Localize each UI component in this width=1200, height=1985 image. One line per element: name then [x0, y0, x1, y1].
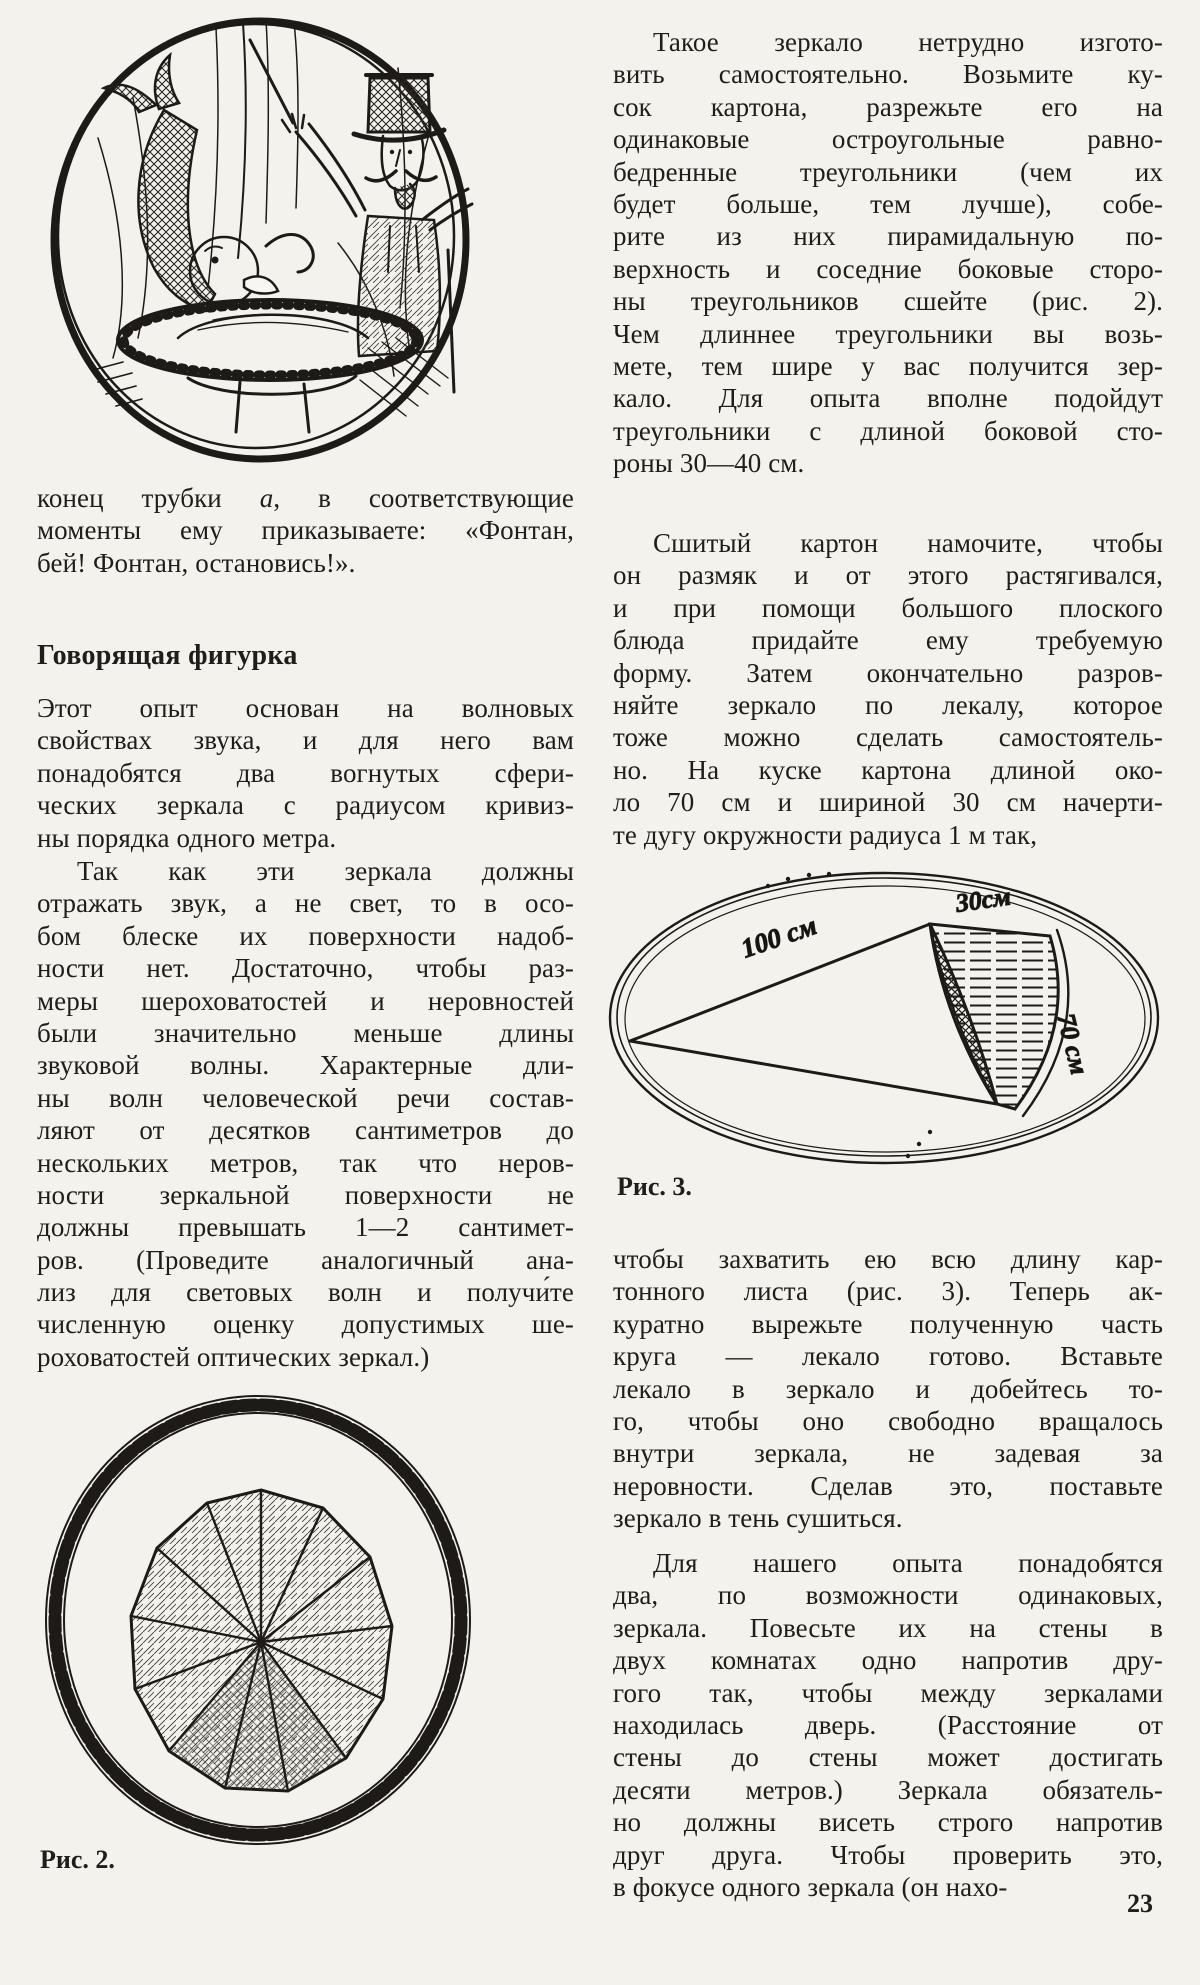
- text-line: но. На куске картона длиной око-: [613, 754, 1163, 785]
- text-line: и при помощи большого плоского: [613, 592, 1163, 623]
- text-line: свойствах звука, и для него вам: [37, 725, 574, 756]
- text-line: будет больше, тем лучше), собе-: [613, 188, 1163, 219]
- text-line: тонного листа (рис. 3). Теперь ак-: [613, 1276, 1163, 1307]
- text-line: но должны висеть строго напротив: [613, 1807, 1163, 1838]
- text-line: неровности. Сделав это, поставьте: [613, 1470, 1163, 1501]
- left-caption-continuation-paragraph: [37, 482, 574, 579]
- text-line: одинаковые остроугольные равно-: [613, 124, 1163, 155]
- text-line: гого так, чтобы между зеркалами: [613, 1677, 1163, 1708]
- text-line: мете, тем шире у вас получится зер-: [613, 350, 1163, 381]
- figure-3-label-30cm: 30см: [953, 881, 1013, 918]
- right-paragraph-1: [613, 26, 1163, 479]
- text-line: зеркала. Повесьте их на стены в: [613, 1612, 1163, 1643]
- text-line: лиз для световых волн и получи́те: [37, 1277, 574, 1308]
- figure-2-pyramidal-mirror: [33, 1390, 483, 1850]
- text-line: численную оценку допустимых ше-: [37, 1309, 574, 1340]
- text-line: внутри зеркала, не задевая за: [613, 1438, 1163, 1469]
- text-line: бедренные треугольники (чем их: [613, 156, 1163, 187]
- page-number: 23: [1127, 1889, 1153, 1918]
- text-line: лекало в зеркало и добейтесь то-: [613, 1373, 1163, 1404]
- text-line: чтобы захватить ею всю длину кар-: [613, 1244, 1163, 1274]
- text-line: Чем длиннее треугольники вы возь-: [613, 318, 1163, 349]
- figure-3-caption: Рис. 3.: [617, 1172, 692, 1201]
- text-line: ло 70 см и шириной 30 см начерти-: [613, 787, 1163, 818]
- right-paragraph-2: [613, 527, 1163, 851]
- tube-label-letter: а: [259, 483, 274, 513]
- text-line: друг друга. Чтобы проверить это,: [613, 1839, 1163, 1870]
- text-line: нескольких метров, так что неров-: [37, 1147, 574, 1178]
- text-line: Для нашего опыта понадобятся: [653, 1548, 1163, 1578]
- text-line: десяти метров.) Зеркала обязатель-: [613, 1774, 1163, 1805]
- caption-text-post: , в соответствующие: [273, 483, 574, 513]
- text-line: Так как эти зеркала должны: [77, 856, 574, 886]
- text-line: ности зеркальной поверхности не: [37, 1179, 574, 1210]
- text-line: няйте зеркало по лекалу, которое: [613, 689, 1163, 720]
- text-line: форму. Затем окончательно разров-: [613, 657, 1163, 688]
- text-line: те дугу окружности радиуса 1 м так,: [613, 819, 1038, 850]
- text-line: понадобятся два вогнутых сфери-: [37, 757, 574, 788]
- text-line: вить самостоятельно. Возьмите ку-: [613, 59, 1163, 90]
- text-line: роны 30—40 см.: [613, 448, 805, 479]
- text-line: звуковой волны. Характерные дли-: [37, 1050, 574, 1081]
- section-heading: Говорящая фигурка: [37, 640, 298, 671]
- text-line: отражать звук, а не свет, то в осо-: [37, 888, 574, 919]
- right-paragraph-4: [613, 1547, 1163, 1903]
- text-line: рите из них пирамидальную по-: [613, 221, 1163, 252]
- text-line: роховатостей оптических зеркал.): [37, 1341, 430, 1372]
- text-line: го, чтобы оно свободно вращалось: [613, 1405, 1163, 1436]
- text-line: ны треугольников сшейте (рис. 2).: [613, 286, 1163, 317]
- text-line: бей! Фонтан, остановись!».: [37, 547, 356, 578]
- text-line: тоже можно сделать самостоятель-: [613, 722, 1163, 753]
- text-line: ческих зеркала с радиусом кривиз-: [37, 790, 574, 821]
- text-line: треугольники с длиной боковой сто-: [613, 415, 1163, 446]
- text-line: кало. Для опыта вполне подойдут: [613, 383, 1163, 414]
- text-line: ности нет. Достаточно, чтобы раз-: [37, 953, 574, 984]
- text-line: зеркало в тень сушиться.: [613, 1503, 903, 1534]
- text-line: верхность и соседние боковые сторо-: [613, 253, 1163, 284]
- illustration-magician-and-seal: [38, 8, 483, 473]
- text-line: Этот опыт основан на волновых: [37, 693, 574, 723]
- left-paragraph-2: [37, 855, 574, 1373]
- caption-text-pre: конец трубки: [37, 483, 260, 513]
- text-line: блюда придайте ему требуемую: [613, 625, 1163, 656]
- text-line: [37, 482, 574, 514]
- figure-3-label-100cm: 100 см: [737, 909, 821, 964]
- text-line: Сшитый картон намочите, чтобы: [653, 528, 1163, 558]
- text-line: бом блеске их поверхности надоб-: [37, 920, 574, 951]
- text-line: моменты ему приказываете: «Фонтан,: [37, 515, 574, 546]
- figure-3-label-70cm: 70 см: [1051, 1010, 1095, 1078]
- text-line: куратно вырежьте полученную часть: [613, 1308, 1163, 1339]
- text-line: находилась дверь. (Расстояние от: [613, 1709, 1163, 1740]
- text-line: ны порядка одного метра.: [37, 822, 337, 853]
- text-line: круга — лекало готово. Вставьте: [613, 1341, 1163, 1372]
- text-line: он размяк и от этого растягивался,: [613, 560, 1163, 591]
- figure-2-caption: Рис. 2.: [40, 1845, 115, 1874]
- text-line: ров. (Проведите аналогичный ана-: [37, 1244, 574, 1275]
- text-line: ны волн человеческой речи состав-: [37, 1082, 574, 1113]
- right-paragraph-3: [613, 1243, 1163, 1535]
- text-line: сок картона, разрежьте его на: [613, 91, 1163, 122]
- text-line: ляют от десятков сантиметров до: [37, 1115, 574, 1146]
- text-line: были значительно меньше длины: [37, 1017, 574, 1048]
- text-line: Такое зеркало нетрудно изгото-: [653, 27, 1163, 57]
- text-line: стены до стены может достигать: [613, 1742, 1163, 1773]
- text-line: в фокусе одного зеркала (он нахо-: [613, 1871, 1008, 1902]
- text-line: два, по возможности одинаковых,: [613, 1580, 1163, 1611]
- text-line: меры шероховатостей и неровностей: [37, 985, 574, 1016]
- text-line: должны превышать 1—2 сантимет-: [37, 1212, 574, 1243]
- text-line: двух комнатах одно напротив дру-: [613, 1645, 1163, 1676]
- figure-3-template-drawing: [605, 866, 1167, 1168]
- left-paragraph-1: [37, 692, 574, 854]
